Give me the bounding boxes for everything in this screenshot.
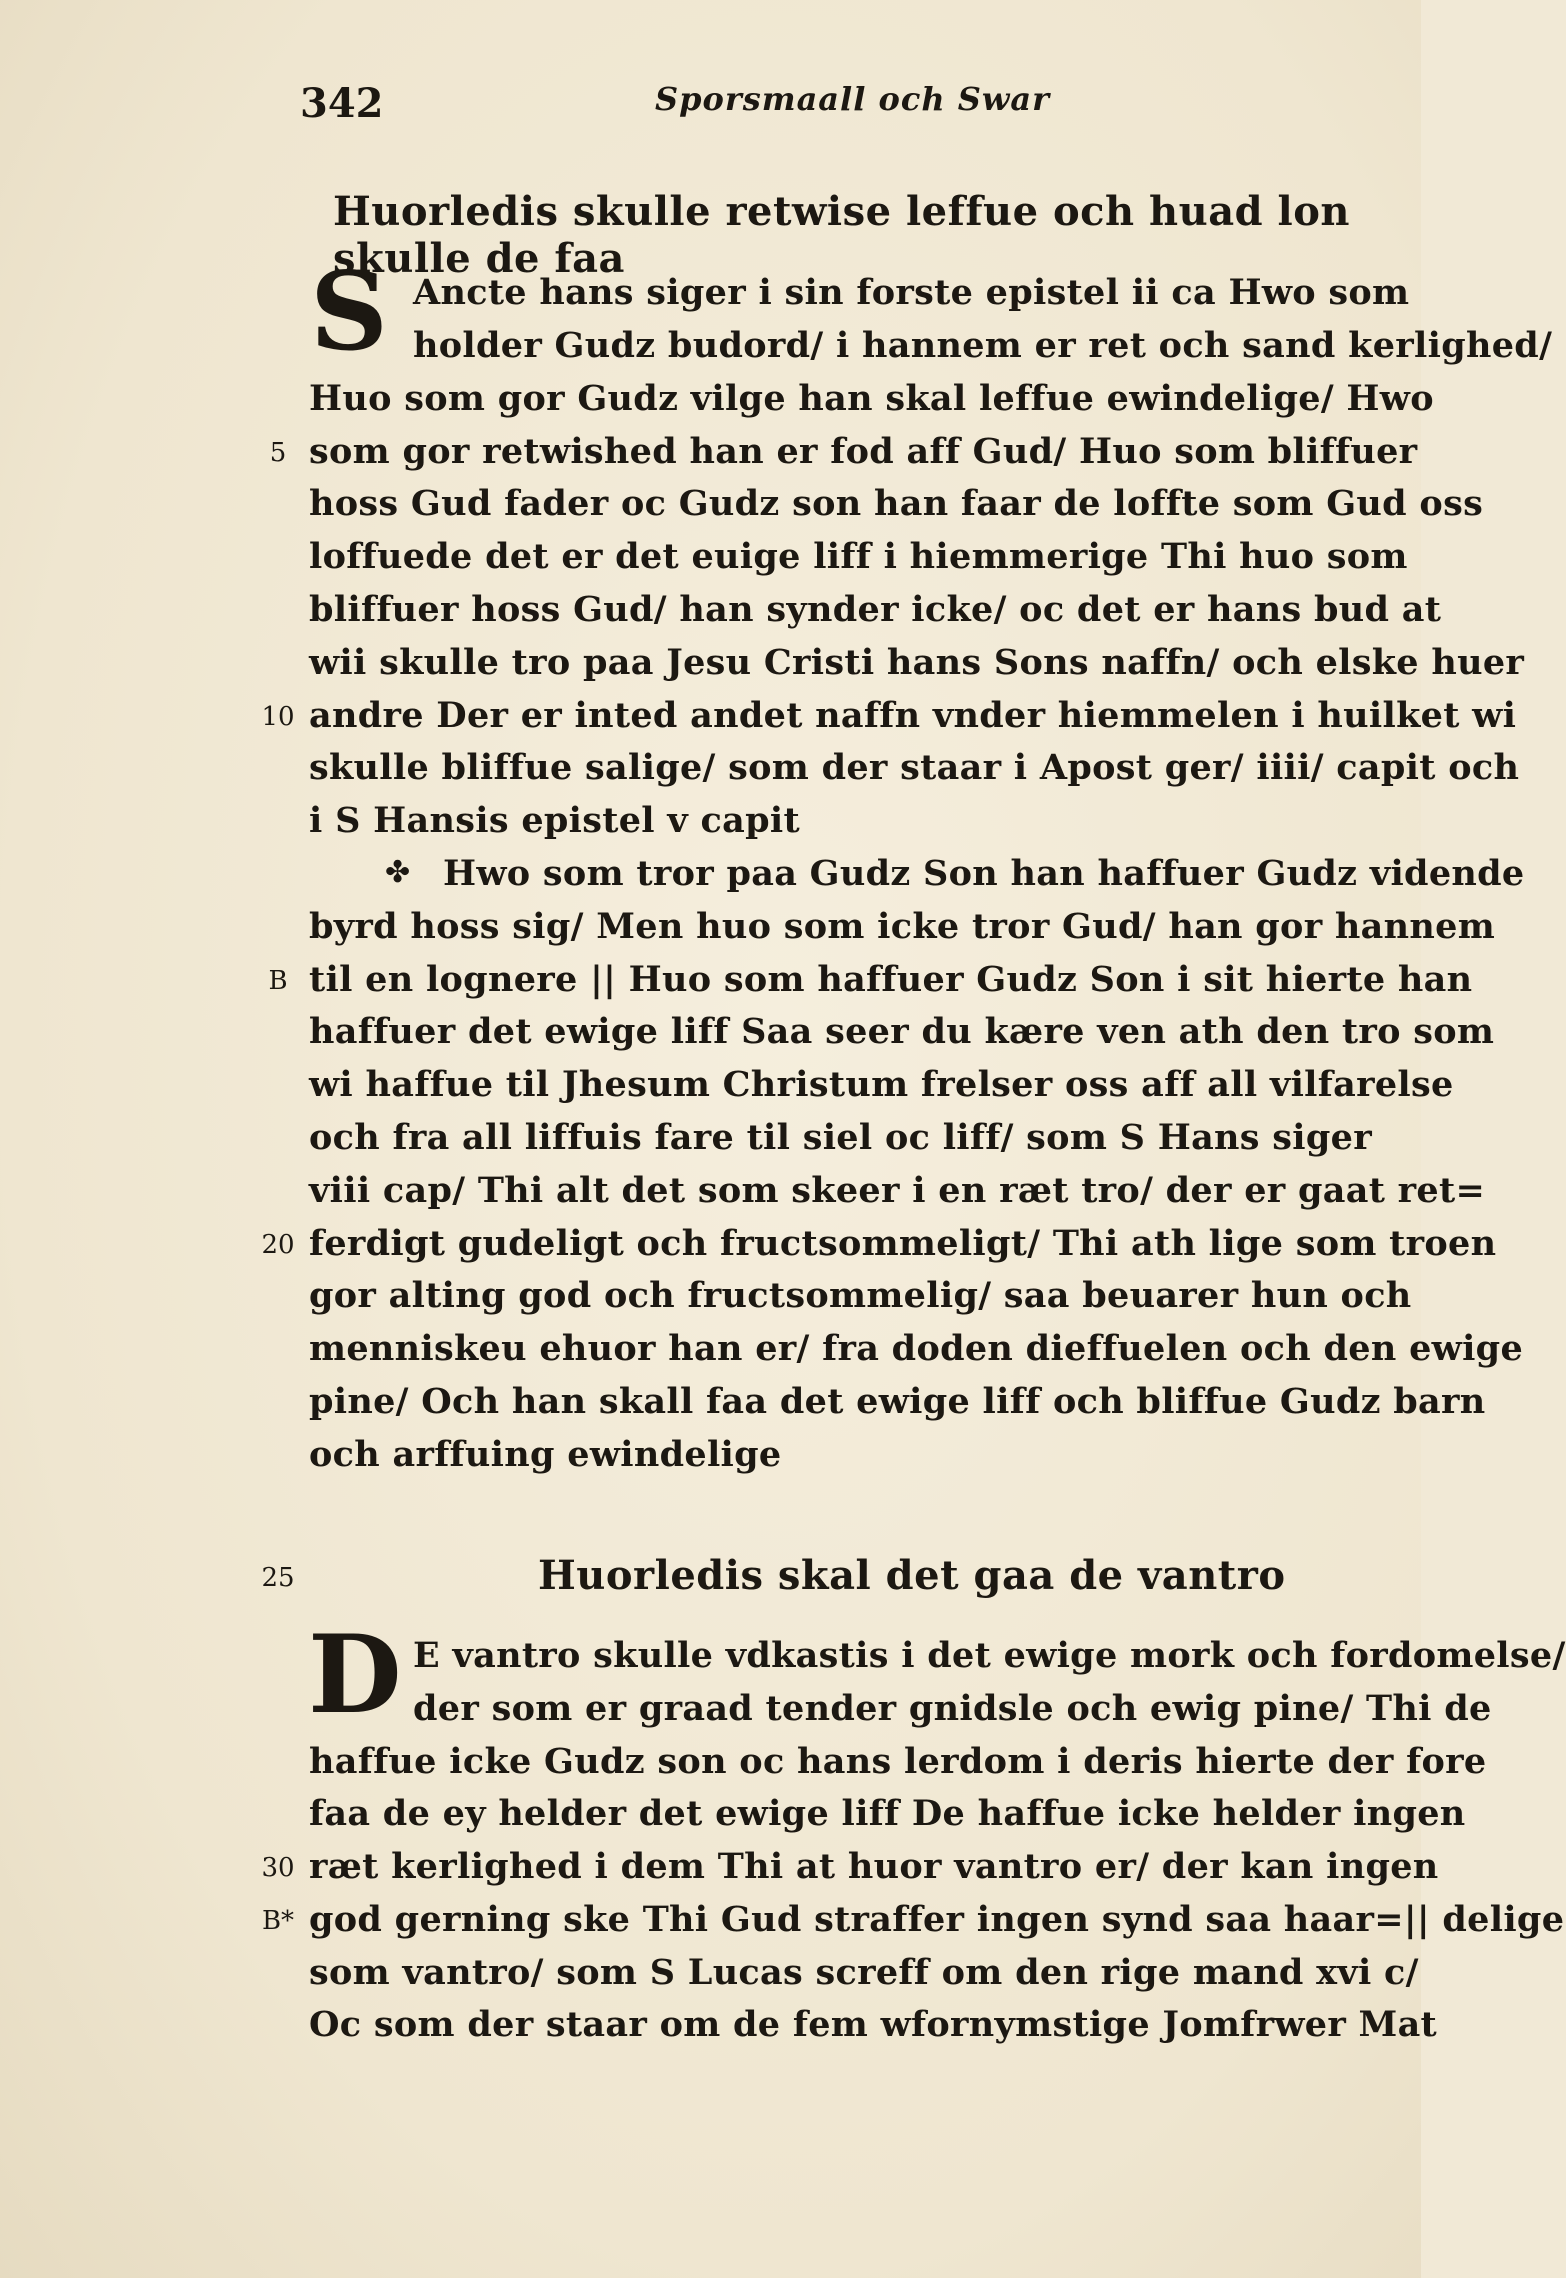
text-line: andre Der er inted andet naffn vnder hiemmelen i huilket wi	[309, 695, 1517, 736]
text-line: och arffuing ewindelige	[309, 1434, 782, 1475]
section-title-2: Huorledis skal det gaa de vantro	[538, 1552, 1286, 1599]
line-number: 30	[261, 1853, 295, 1883]
text-line: byrd hoss sig/ Men huo som icke tror Gud/ han gor hannem	[309, 906, 1496, 947]
line-number: 25	[261, 1563, 295, 1593]
text-line: holder Gudz budord/ i hannem er ret och sand kerlighed/	[413, 325, 1553, 366]
text-line: wi haffue til Jhesum Christum frelser oss aff all vilfarelse	[309, 1064, 1454, 1105]
line-number: 5	[269, 438, 287, 468]
text-line: Hwo som tror paa Gudz Son han haffuer Gudz vidende	[443, 853, 1525, 894]
text-line: som vantro/ som S Lucas screff om den rige mand xvi c/	[309, 1952, 1419, 1993]
text-line: skulle bliffue salige/ som der staar i Apost ger/ iiii/ capit och	[309, 747, 1520, 788]
text-line: haffue icke Gudz son oc hans lerdom i deris hierte der fore	[309, 1741, 1487, 1782]
text-line: i S Hansis epistel v capit	[309, 800, 800, 841]
section-title-1: Huorledis skulle retwise leffue och huad lon skulle de faa	[333, 188, 1350, 282]
text-line: ræt kerlighed i dem Thi at huor vantro er/ der kan ingen	[309, 1846, 1439, 1887]
text-line: loffuede det er det euige liff i hiemmerige Thi huo som	[309, 536, 1408, 577]
text-line: wii skulle tro paa Jesu Cristi hans Sons naffn/ och elske huer	[309, 642, 1525, 683]
line-number: 20	[261, 1230, 295, 1260]
text-line: Ancte hans siger i sin forste epistel ii ca Hwo som	[413, 272, 1410, 313]
page-number: 342	[300, 80, 384, 127]
text-line: Huo som gor Gudz vilge han skal leffue ewindelige/ Hwo	[309, 378, 1434, 419]
text-line: til en lognere || Huo som haffuer Gudz Son i sit hierte han	[309, 959, 1473, 1000]
line-number: 10	[261, 702, 295, 732]
folio-mark: B	[268, 966, 288, 996]
text-line: viii cap/ Thi alt det som skeer i en ræt tro/ der er gaat ret=	[309, 1170, 1486, 1211]
text-line: pine/ Och han skall faa det ewige liff och bliffue Gudz barn	[309, 1381, 1486, 1422]
text-line: som gor retwished han er fod aff Gud/ Huo som bliffuer	[309, 431, 1418, 472]
text-line: der som er graad tender gnidsle och ewig pine/ Thi de	[413, 1688, 1492, 1729]
text-line: hoss Gud fader oc Gudz son han faar de loffte som Gud oss	[309, 483, 1484, 524]
text-line: haffuer det ewige liff Saa seer du kære ven ath den tro som	[309, 1011, 1495, 1052]
text-line: och fra all liffuis fare til siel oc liff/ som S Hans siger	[309, 1117, 1372, 1158]
drop-cap-d: D	[308, 1612, 402, 1738]
running-head: Sporsmaall och Swar	[655, 80, 1050, 118]
flower-ornament-icon: ✤	[385, 855, 411, 890]
text-line: ferdigt gudeligt och fructsommeligt/ Thi ath lige som troen	[309, 1223, 1497, 1264]
text-line: gor alting god och fructsommelig/ saa beuarer hun och	[309, 1275, 1412, 1316]
text-line: menniskeu ehuor han er/ fra doden dieffuelen och den ewige	[309, 1328, 1524, 1369]
text-line: faa de ey helder det ewige liff De haffue icke helder ingen	[309, 1793, 1466, 1834]
text-line: bliffuer hoss Gud/ han synder icke/ oc det er hans bud at	[309, 589, 1442, 630]
text-line: god gerning ske Thi Gud straffer ingen synd saa haar=|| delige	[309, 1899, 1565, 1940]
drop-cap-s: S	[310, 249, 388, 375]
text-line: Oc som der staar om de fem wfornymstige Jomfrwer Mat	[309, 2004, 1438, 2045]
text-line: E vantro skulle vdkastis i det ewige mork och fordomelse/	[413, 1635, 1566, 1676]
folio-mark: B*	[261, 1906, 295, 1936]
